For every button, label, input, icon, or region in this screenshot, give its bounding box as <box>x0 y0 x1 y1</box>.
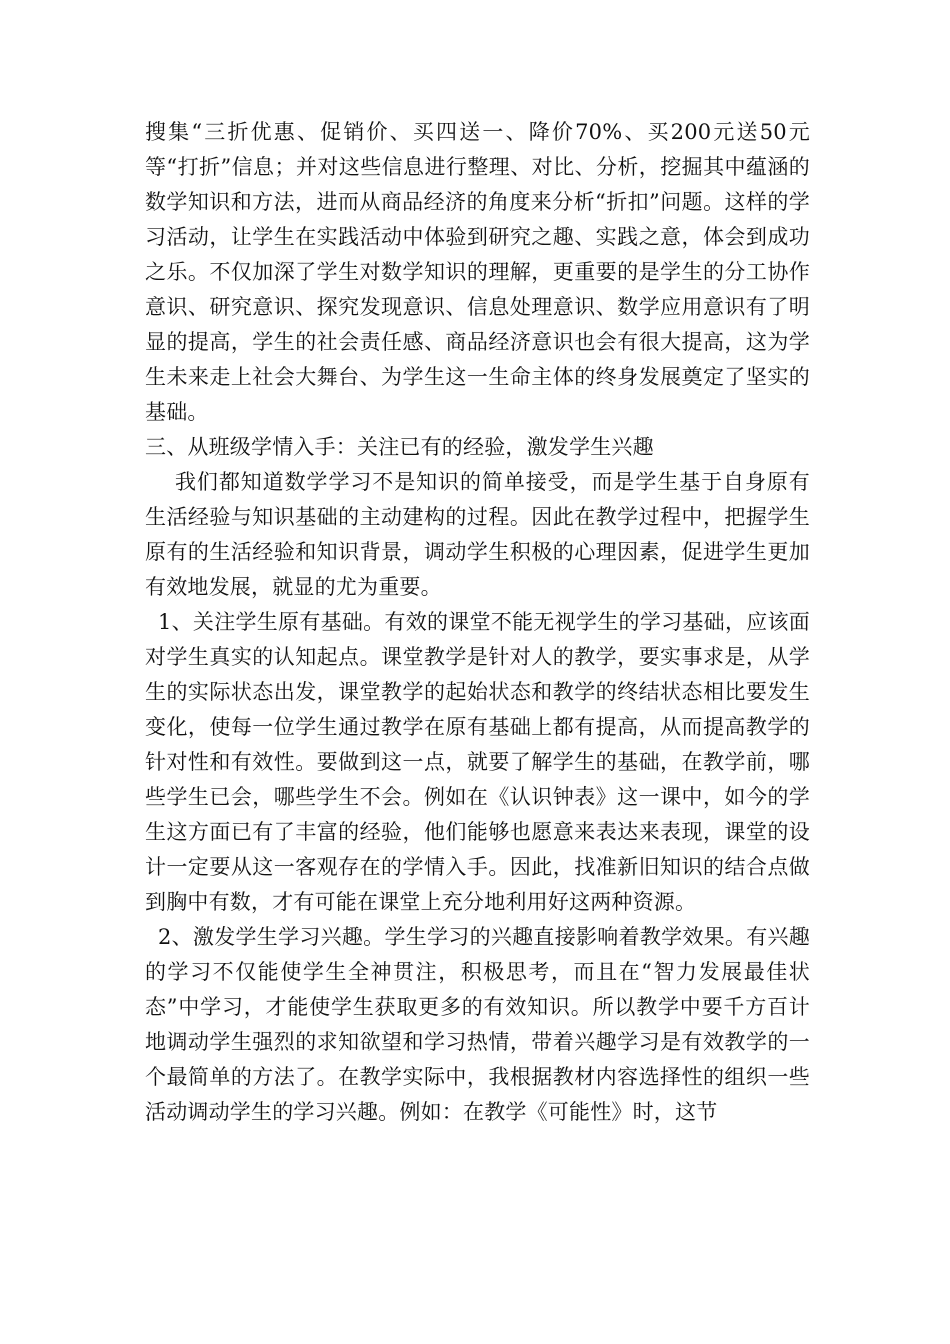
paragraph-focus-on-foundation: 1、关注学生原有基础。有效的课堂不能无视学生的学习基础，应该面对学生真实的认知起点。课堂教学是针对人的教学，要实事求是，从学生的实际状态出发，课堂教学的起始状态和教学的终结状态相比要发生变化，使每一位学生通过教学在原有基础上都有提高，从而提高教学的针对性和有效性。要做到这一点，就要了解学生的基础，在教学前，哪些学生已会，哪些学生不会。例如在《认识钟表》这一课中，如今的学生这方面已有了丰富的经验，他们能够也愿意来表达来表现，课堂的设计一定要从这一客观存在的学情入手。因此，找准新旧知识的结合点做到胸中有数，才有可能在课堂上充分地利用好这两种资源。 <box>145 610 810 914</box>
section-heading-three: 三、从班级学情入手：关注已有的经验，激发学生兴趣 <box>145 435 654 459</box>
document-page <box>145 115 810 1130</box>
paragraph-discount-activity: 搜集“三折优惠、促销价、买四送一、降价70%、买200元送50元等“打折”信息；并对这些信息进行整理、对比、分析，挖掘其中蕴涵的数学知识和方法，进而从商品经济的角度来分析“折扣”问题。这样的学习活动，让学生在实践活动中体验到研究之趣、实践之意，体会到成功之乐。不仅加深了学生对数学知识的理解，更重要的是学生的分工协作意识、研究意识、探究发现意识、信息处理意识、数学应用意识有了明显的提高，学生的社会责任感、商品经济意识也会有很大提高，这为学生未来走上社会大舞台、为学生这一生命主体的终身发展奠定了坚实的基础。 <box>145 120 810 424</box>
paragraph-constructive-learning: 我们都知道数学学习不是知识的简单接受，而是学生基于自身原有生活经验与知识基础的主动建构的过程。因此在教学过程中，把握学生原有的生活经验和知识背景，调动学生积极的心理因素，促进学生更加有效地发展，就显的尤为重要。 <box>145 470 810 599</box>
paragraph-stimulate-interest: 2、激发学生学习兴趣。学生学习的兴趣直接影响着教学效果。有兴趣的学习不仅能使学生全神贯注，积极思考，而且在“智力发展最佳状态”中学习，才能使学生获取更多的有效知识。所以教学中要千方百计地调动学生强烈的求知欲望和学习热情，带着兴趣学习是有效教学的一个最简单的方法了。在教学实际中，我根据教材内容选择性的组织一些活动调动学生的学习兴趣。例如：在教学《可能性》时，这节 <box>145 925 810 1124</box>
